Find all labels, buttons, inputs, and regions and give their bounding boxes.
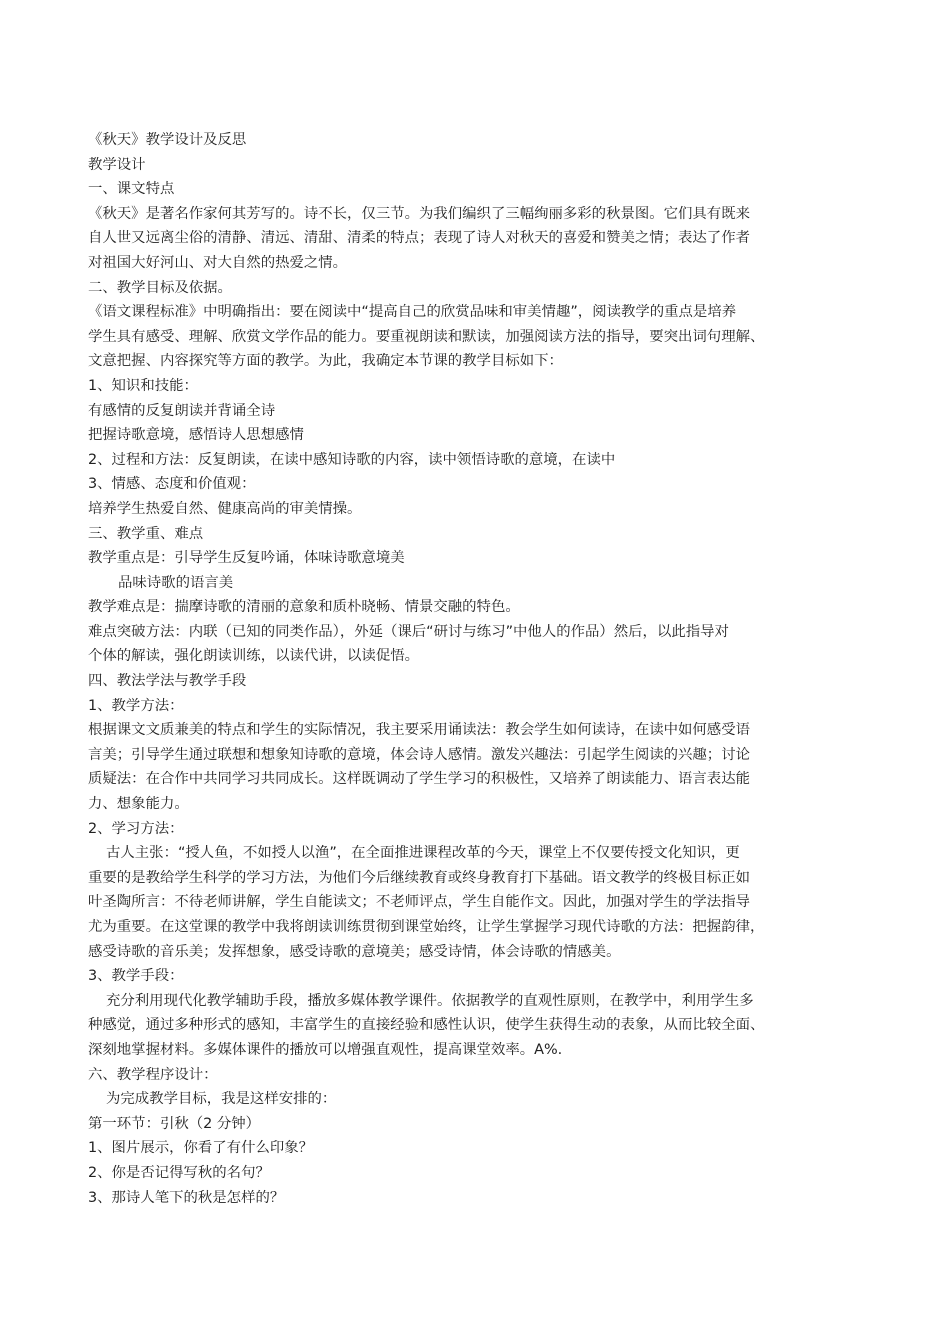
paragraph-line: 深刻地掌握材料。多媒体课件的播放可以增强直观性，提高课堂效率。A%. xyxy=(88,1041,563,1058)
paragraph-line: 品味诗歌的语言美 xyxy=(118,574,234,591)
subsection-heading: 2、过程和方法：反复朗读，在读中感知诗歌的内容，读中领悟诗歌的意境，在读中 xyxy=(88,451,616,468)
paragraph-line: 自人世又远离尘俗的清静、清远、清甜、清柔的特点；表现了诗人对秋天的喜爱和赞美之情；表达了作者 xyxy=(88,230,750,247)
subsection-heading: 1、教学方法： xyxy=(88,697,184,714)
paragraph-line: 为完成教学目标，我是这样安排的： xyxy=(106,1091,337,1108)
list-item: 2、你是否记得写秋的名句？ xyxy=(88,1164,270,1181)
section-heading: 三、教学重、难点 xyxy=(88,525,204,542)
paragraph-line: 尤为重要。在这堂课的教学中我将朗读训练贯彻到课堂始终，让学生掌握学习现代诗歌的方法：把握韵律， xyxy=(88,919,765,935)
paragraph-line: 个体的解读，强化朗读训练，以读代讲，以读促悟。 xyxy=(88,648,419,665)
paragraph-line: 教学难点是：揣摩诗歌的清丽的意象和质朴晓畅、情景交融的特色。 xyxy=(88,599,520,616)
subsection-heading: 第一环节：引秋（2 分钟） xyxy=(88,1115,261,1132)
paragraph-line: 难点突破方法：内联（已知的同类作品），外延（课后“研讨与练习”中他人的作品）然后，以此指导对 xyxy=(88,623,729,640)
paragraph-line: 种感觉，通过多种形式的感知，丰富学生的直接经验和感性认识，使学生获得生动的表象，从而比较全面、 xyxy=(88,1017,765,1034)
paragraph-line: 把握诗歌意境，感悟诗人思想感情 xyxy=(88,427,304,444)
paragraph-line: 叶圣陶所言：不待老师讲解，学生自能读文；不老师评点，学生自能作文。因此，加强对学生的学法指导 xyxy=(88,894,750,911)
section-heading: 二、教学目标及依据。 xyxy=(88,279,232,296)
paragraph-line: 教学重点是：引导学生反复吟诵，体味诗歌意境美 xyxy=(88,550,405,567)
subsection-heading: 3、情感、态度和价值观： xyxy=(88,476,256,493)
list-item: 3、那诗人笔下的秋是怎样的？ xyxy=(88,1189,285,1206)
subsection-heading: 3、教学手段： xyxy=(88,968,184,985)
paragraph-line: 言美；引导学生通过联想和想象知诗歌的意境，体会诗人感情。激发兴趣法：引起学生阅读的兴趣；讨论 xyxy=(88,746,750,763)
paragraph-line: 根据课文文质兼美的特点和学生的实际情况，我主要采用诵读法：教会学生如何读诗，在读中如何感受语 xyxy=(88,722,750,739)
section-heading: 六、教学程序设计： xyxy=(88,1066,218,1083)
section-heading: 四、教法学法与教学手段 xyxy=(88,673,247,690)
paragraph-line: 《秋天》是著名作家何其芳写的。诗不长，仅三节。为我们编织了三幅绚丽多彩的秋景图。它们具有既来 xyxy=(88,205,750,222)
paragraph-line: 充分利用现代化教学辅助手段，播放多媒体教学课件。依据教学的直观性原则，在教学中，利用学生多 xyxy=(106,992,754,1009)
paragraph-line: 重要的是教给学生科学的学习方法，为他们今后继续教育或终身教育打下基础。语文教学的终极目标正如 xyxy=(88,869,750,886)
list-item: 1、图片展示，你看了有什么印象？ xyxy=(88,1140,314,1157)
section-heading: 教学设计 xyxy=(88,156,146,173)
paragraph-line: 《语文课程标准》中明确指出：要在阅读中“提高自己的欣赏品味和审美情趣”，阅读教学的重点是培养 xyxy=(88,304,737,321)
paragraph-line: 对祖国大好河山、对大自然的热爱之情。 xyxy=(88,254,348,271)
paragraph-line: 文意把握、内容探究等方面的教学。为此，我确定本节课的教学目标如下： xyxy=(88,353,563,370)
paragraph-line: 学生具有感受、理解、欣赏文学作品的能力。要重视朗读和默读，加强阅读方法的指导，要突出词句理解、 xyxy=(88,328,765,345)
document-body xyxy=(88,128,866,1210)
paragraph-line: 有感情的反复朗读并背诵全诗 xyxy=(88,402,276,419)
document-title: 《秋天》教学设计及反思 xyxy=(88,132,247,148)
paragraph-line: 力、想象能力。 xyxy=(88,796,189,813)
paragraph-line: 感受诗歌的音乐美；发挥想象，感受诗歌的意境美；感受诗情，体会诗歌的情感美。 xyxy=(88,943,621,960)
paragraph-line: 培养学生热爱自然、健康高尚的审美情操。 xyxy=(88,500,362,517)
section-heading: 一、课文特点 xyxy=(88,181,175,198)
paragraph-line: 古人主张：“授人鱼，不如授人以渔”，在全面推进课程改革的今天，课堂上不仅要传授文化知识，更 xyxy=(106,845,740,862)
subsection-heading: 1、知识和技能： xyxy=(88,377,198,394)
paragraph-line: 质疑法：在合作中共同学习共同成长。这样既调动了学生学习的积极性，又培养了朗读能力、语言表达能 xyxy=(88,771,750,788)
subsection-heading: 2、学习方法： xyxy=(88,820,184,837)
